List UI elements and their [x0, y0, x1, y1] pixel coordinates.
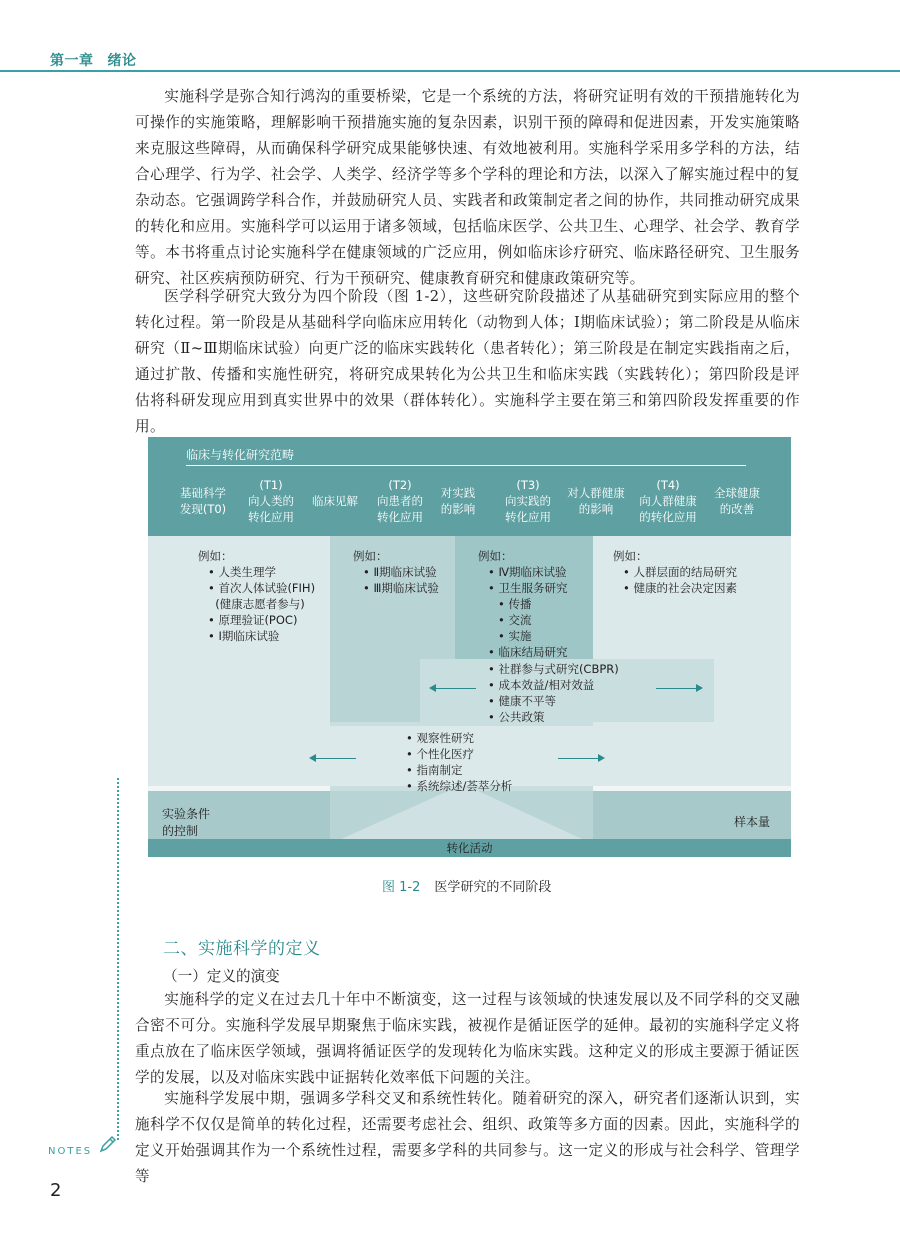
- header-col-clinical-insight: 临床见解: [312, 494, 358, 508]
- band1-list: [488, 661, 619, 725]
- header-col-t2: (T2) 向患者的 转化应用: [377, 478, 423, 524]
- col-c-subitem: • 交流: [498, 613, 532, 627]
- col-c-item: • 卫生服务研究: [488, 581, 568, 595]
- section-title: 二、实施科学的定义: [163, 939, 321, 959]
- band2-item: • 观察性研究: [406, 731, 474, 745]
- caption-number: 图 1-2: [382, 880, 421, 895]
- figure-caption: [382, 876, 551, 895]
- col-b-item: • Ⅲ期临床试验: [363, 581, 439, 595]
- header-rule: [0, 70, 900, 72]
- notes-label: NOTES: [48, 1146, 93, 1157]
- header-col-t4: (T4) 向人群健康 的转化应用: [639, 478, 697, 524]
- band2-list: [406, 730, 512, 794]
- col-c-lead: 例如：: [478, 549, 513, 563]
- paragraph-2: 医学科学研究大致分为四个阶段（图 1-2），这些研究阶段描述了从基础研究到实际应用的整个转化过程。第一阶段是从基础科学向临床应用转化（动物到人体；Ⅰ期临床试验）；第二阶段是从临床研究（Ⅱ~Ⅲ期临床试验）向更广泛的临床实践转化（患者转化）；第三阶段是在制定实践指南之后，通过扩散、传播和实施性研究，将研究成果转化为公共卫生和临床实践（实践转化）；第四阶段是评估将科研发现应用到真实世界中的效果（群体转化）。实施科学主要在第三和第四阶段发挥重要的作用。: [135, 288, 800, 435]
- paragraph-4: 实施科学发展中期，强调多学科交叉和系统性转化。随着研究的深入，研究者们逐渐认识到，实施科学不仅仅是简单的转化过程，还需要考虑社会、组织、政策等多方面的因素。因此，实施科学的定义开始强调其作为一个系统性过程，需要多学科的共同参与。这一定义的形成与社会科学、管理学等: [135, 1090, 800, 1185]
- band2-right-arrow: [558, 758, 598, 759]
- col-a-item: • Ⅰ期临床试验: [208, 629, 280, 643]
- header-col-t0: 基础科学 发现(T0): [179, 486, 227, 516]
- page-number: 2: [50, 1180, 62, 1201]
- header-col-practice-impact: 对实践 的影响: [440, 486, 476, 516]
- subsection-title: （一）定义的演变: [163, 968, 280, 985]
- band1-item: • 健康不平等: [488, 694, 556, 708]
- experimental-control-label: 实验条件 的控制: [162, 807, 211, 838]
- col-c-item: • 临床结局研究: [488, 645, 568, 659]
- col-a-item: (健康志愿者参与): [208, 597, 305, 611]
- band2-item: • 个性化医疗: [406, 747, 474, 761]
- pencil-icon: [98, 1134, 118, 1154]
- arrow-left-head-icon: [429, 684, 436, 692]
- band1-item: • 社群参与式研究(CBPR): [488, 662, 619, 676]
- col-b-item: • Ⅱ期临床试验: [363, 565, 437, 579]
- figure-header-rule: [186, 465, 746, 466]
- caption-text: 医学研究的不同阶段: [434, 880, 552, 895]
- col-a-item: • 首次人体试验(FIH): [208, 581, 316, 595]
- translation-activity-label: 转化活动: [446, 841, 493, 855]
- col-d-list: [613, 548, 737, 596]
- band1-item: • 公共政策: [488, 710, 545, 724]
- band1-item: • 成本效益/相对效益: [488, 678, 595, 692]
- arrow-right-head-icon: [598, 754, 605, 762]
- header-col-global-health: 全球健康 的改善: [714, 486, 760, 516]
- band1-right-arrow: [656, 688, 696, 689]
- band2-item: • 系统综述/荟萃分析: [406, 779, 513, 793]
- figure-header-title: 临床与转化研究范畴: [186, 448, 295, 462]
- header-col-population-impact: 对人群健康 的影响: [567, 486, 625, 516]
- chapter-title: 绪论: [107, 53, 137, 69]
- arrow-right-head-icon: [696, 684, 703, 692]
- band2-item: • 指南制定: [406, 763, 463, 777]
- col-b-lead: 例如：: [353, 549, 388, 563]
- col-c-subitem: • 传播: [498, 597, 532, 611]
- paragraph-1: 实施科学是弥合知行鸿沟的重要桥梁，它是一个系统的方法，将研究证明有效的干预措施转化为可操作的实施策略，理解影响干预措施实施的复杂因素，识别干预的障碍和促进因素，开发实施策略来克服这些障碍，从而确保科学研究成果能够快速、有效地被利用。实施科学采用多学科的方法，结合心理学、行为学、社会学、人类学、经济学等多个学科的理论和方法，以深入了解实施过程中的复杂动态。它强调跨学科合作，并鼓励研究人员、实践者和政策制定者之间的协作，共同推动研究成果的转化和应用。实施科学可以运用于诸多领域，包括临床医学、公共卫生、心理学、社会学、教育学等。本书将重点讨论实施科学在健康领域的广泛应用，例如临床诊疗研究、临床路径研究、卫生服务研究、社区疾病预防研究、行为干预研究、健康教育研究和健康政策研究等。: [135, 88, 800, 287]
- col-d-item: • 人群层面的结局研究: [623, 565, 737, 579]
- col-d-item: • 健康的社会决定因素: [623, 581, 737, 595]
- notes-dotted-line: [117, 778, 119, 1140]
- figure-body: [148, 536, 791, 844]
- col-d-lead: 例如：: [613, 549, 648, 563]
- col-a-item: • 人类生理学: [208, 565, 276, 579]
- header-col-t1: (T1) 向人类的 转化应用: [248, 478, 294, 524]
- paragraph-3: 实施科学的定义在过去几十年中不断演变，这一过程与该领域的快速发展以及不同学科的交叉融合密不可分。实施科学发展早期聚焦于临床实践，被视作是循证医学的延伸。最初的实施科学定义将重点放在了临床医学领域，强调将循证医学的发现转化为临床实践。这种定义的形成主要源于循证医学的发展，以及对临床实践中证据转化效率低下问题的关注。: [135, 991, 800, 1086]
- figure-1-2: [148, 437, 791, 857]
- chapter-number: 第一章: [50, 53, 94, 69]
- col-c-item: • Ⅳ期临床试验: [488, 565, 567, 579]
- chapter-header: [50, 50, 151, 70]
- gradient-wedge: [148, 791, 791, 844]
- header-col-t3: (T3) 向实践的 转化应用: [505, 478, 551, 524]
- col-a-list: [198, 548, 315, 644]
- arrow-left-head-icon: [309, 754, 316, 762]
- band2-left-arrow: [316, 758, 356, 759]
- col-a-item: • 原理验证(POC): [208, 613, 298, 627]
- sample-size-label: 样本量: [734, 815, 771, 829]
- col-a-lead: 例如：: [198, 549, 233, 563]
- col-b-list: [353, 548, 439, 596]
- col-c-subitem: • 实施: [498, 629, 532, 643]
- band1-left-arrow: [436, 688, 476, 689]
- figure-footer: [148, 839, 791, 857]
- figure-header: [148, 437, 791, 536]
- col-c-list: [478, 548, 567, 660]
